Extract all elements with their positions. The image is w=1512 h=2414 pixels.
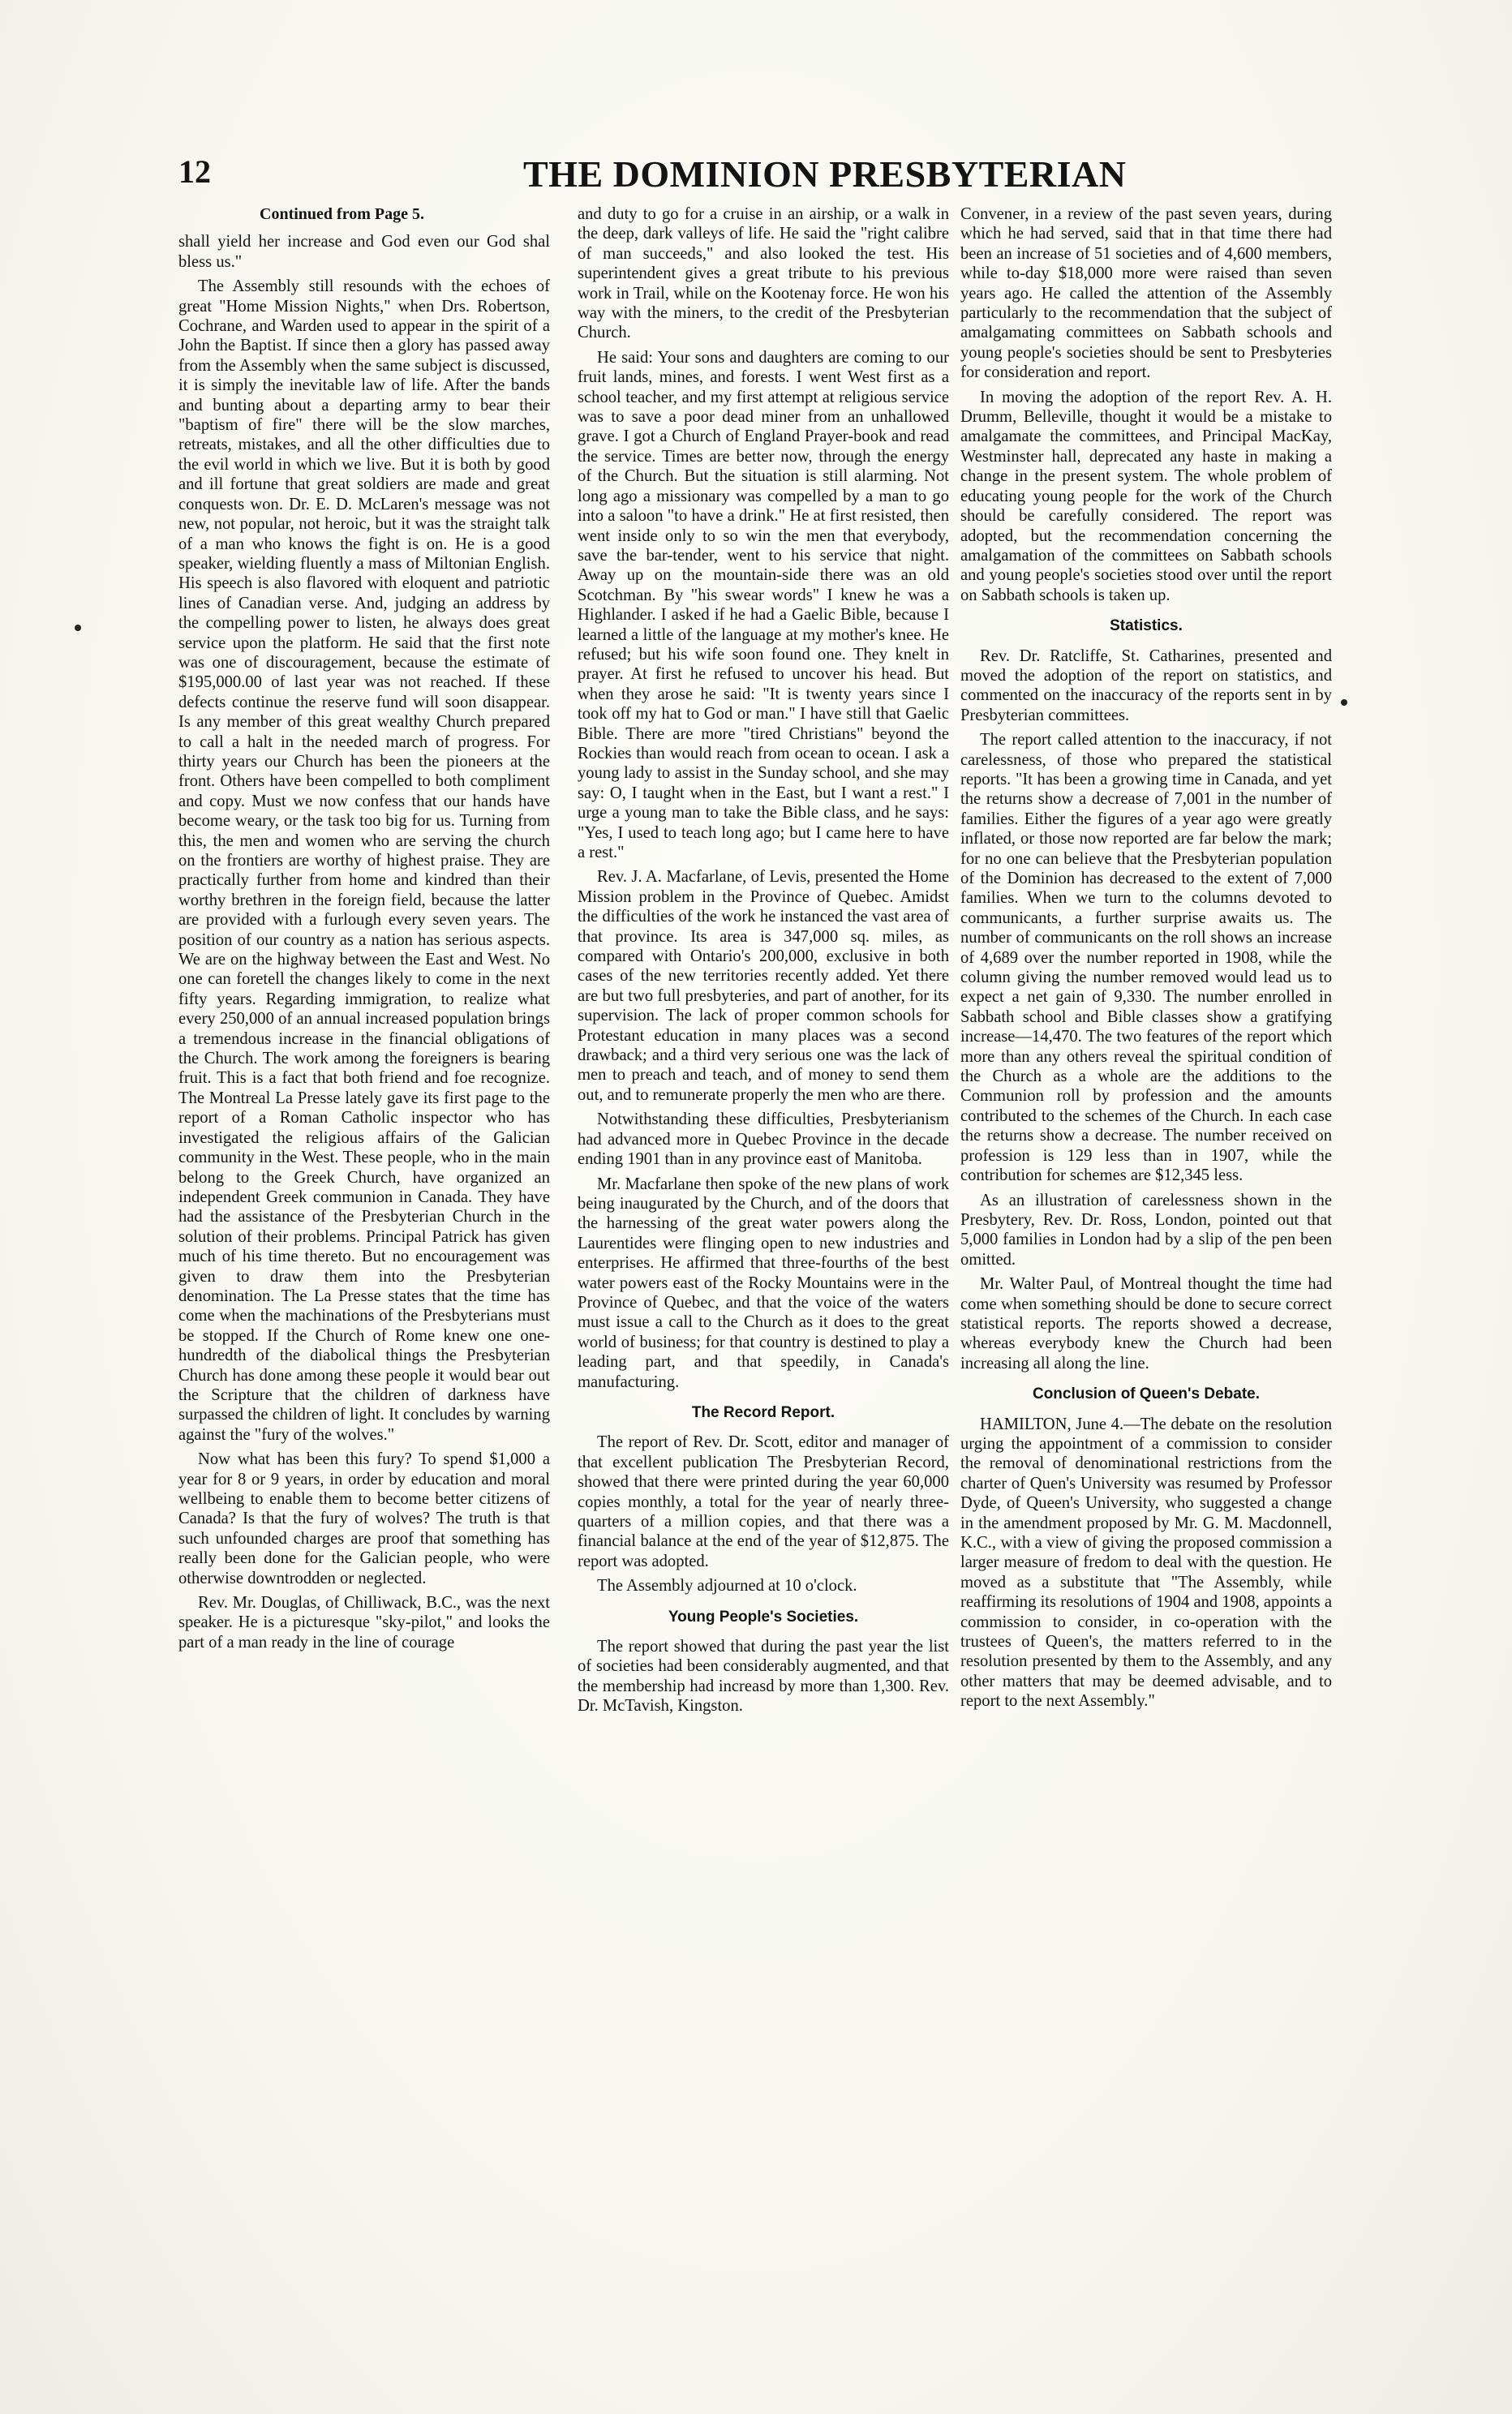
paragraph: Rev. Dr. Ratcliffe, St. Catharines, presented and moved the adoption of the report on statistics, and commented on the inaccuracy of the reports sent in by Presbyterian committees. — [960, 646, 1332, 724]
paragraph: Mr. Walter Paul, of Montreal thought the time had come when something should be done to secure correct statistical reports. The reports showed a decrease, whereas everybody knew the Church had been increasing all along the line. — [960, 1275, 1332, 1372]
paragraph: HAMILTON, June 4.—The debate on the resolution urging the appointment of a commission to consider the removal of denominational restrictions from the charter of Quen's University was resumed by Professor Dyde, of Queen's University, who suggested a change in the amendment proposed by Mr. G. M. Macdonnell, K.C., with a view of giving the proposed commission a larger measure of fredom to deal with the question. He moved as a substitute that "The Assembly, while reaffirming its resolutions of 1904 and 1908, appoints a commission to consider, in co-operation with the trustees of Queen's, the matters referred to in the resolution presented by them to the Assembly, and any other matters that may be deemed advisable, and to report to the next Assembly." — [960, 1415, 1332, 1711]
margin-speck — [75, 625, 81, 631]
article-columns — [178, 204, 1330, 2281]
paragraph: Rev. J. A. Macfarlane, of Levis, presented the Home Mission problem in the Province of Quebec. Amidst the difficulties of the work he instanced the vast area of that province. Its area is 347,000 sq. miles, as compared with Ontario's 200,000, exclusive in both cases of the new territories recently added. Yet there are but two full presbyteries, and part of another, for its supervision. The lack of proper common schools for Protestant education in many places was a second drawback; and a third very serious one was the lack of men to preach and teach, and of money to send them out, and to remunerate properly the men who are there. — [578, 868, 949, 1104]
page-header — [178, 152, 1330, 201]
journal-title: THE DOMINION PRESBYTERIAN — [523, 153, 1127, 195]
paragraph: The report showed that during the past year the list of societies had been considerably augmented, and that the membership had increasd by more than 1,300. Rev. Dr. McTavish, Kingston. — [578, 1638, 949, 1716]
margin-speck — [1341, 699, 1347, 706]
section-heading: Conclusion of Queen's Debate. — [1032, 1385, 1261, 1403]
page-number: 12 — [178, 153, 211, 190]
section-heading: Statistics. — [1110, 617, 1183, 635]
paragraph: Mr. Macfarlane then spoke of the new plans of work being inaugurated by the Church, and of the doors that the harnessing of the great water powers along the Laurentides were flinging open to new industries and enterprises. He affirmed that three-fourths of the best water powers east of the Rocky Mountains were in the Province of Quebec, and that the voice of the waters must issue a call to the Church as it does to the great world of business; for that country is destined to play a leading part, and that speedily, in Canada's manufacturing. — [578, 1175, 949, 1391]
paragraph: Notwithstanding these difficulties, Presbyterianism had advanced more in Quebec Province in the decade ending 1901 than in any province east of Manitoba. — [578, 1110, 949, 1169]
paragraph: In moving the adoption of the report Rev. A. H. Drumm, Belleville, thought it would be a mistake to amalgamate the committees, and Principal MacKay, Westminster hall, deprecated any haste in making a change in the present system. The whole problem of educating young people for the work of the Church should be carefully considered. The report was adopted, but the recommendation concerning the amalgamation of the committees on Sabbath schools and young people's societies stood over until the report on Sabbath schools is taken up. — [960, 388, 1332, 604]
paragraph: shall yield her increase and God even our God shal bless us." — [178, 233, 550, 271]
continued-from-note: Continued from Page 5. — [260, 205, 424, 223]
paragraph: Convener, in a review of the past seven years, during which he had served, said that in that time there had been an increase of 51 societies and of 4,600 members, while to-day $18,000 more were raised than seven years ago. He called the attention of the Assembly particularly to the recommendation that the subject of amalgamating committees on Sabbath schools and young people's societies should be sent to Presbyteries for consideration and report. — [960, 205, 1332, 382]
paragraph: Rev. Mr. Douglas, of Chilliwack, B.C., was the next speaker. He is a picturesque "sky-pilot," and looks the part of a man ready in the line of courage — [178, 1594, 550, 1652]
column-2 — [578, 204, 949, 2281]
section-heading: The Record Report. — [691, 1403, 835, 1421]
column-1 — [178, 204, 550, 2281]
paragraph: The report of Rev. Dr. Scott, editor and manager of that excellent publication The Presbyterian Record, showed that there were printed during the year 60,000 copies monthly, a total for the year of nearly three-quarters of a million copies, and that there was a financial balance at the end of the year of $12,875. The report was adopted. — [578, 1433, 949, 1570]
paragraph: The Assembly still resounds with the echoes of great "Home Mission Nights," when Drs. Robertson, Cochrane, and Warden used to appear in the spirit of a John the Baptist. If since then a glory has passed away from the Assembly when the same subject is discussed, it is simply the inevitable law of life. After the bands and bunting about a departing army to bear their "baptism of fire" there will be the slow marches, retreats, mistakes, and all the other difficulties due to the evil world in which we live. But it is both by good and ill fortune that great soldiers are made and great conquests won. Dr. E. D. McLaren's message was not new, not popular, not heroic, but it was the straight talk of a man who knows the fight is on. He is a good speaker, wielding fluently a mass of Miltonian English. His speech is also flavored with eloquent and patriotic lines of Canadian verse. And, judging an address by the compelling power to listen, he always does great service upon the platform. He said that the first note was one of discouragement, because the estimate of $195,000.00 of last year was not reached. If these defects continue the reserve fund will soon disappear. Is any member of this great wealthy Church prepared to call a halt in the needed march of progress. For thirty years our Church has been the pioneers at the front. Others have been compelled to both compliment and copy. Must we now confess that our hands have become weary, or the task too big for us. Turning from this, the men and women who are serving the church on the frontiers are worthy of highest praise. They are practically further from home and kindred than their worthy brethren in the foreign field, because the latter are provided with a furlough every seven years. The position of our country as a nation has serious aspects. We are on the highway between the East and West. No one can foretell the changes likely to come in the next fifty years. Regarding immigration, to realize what every 250,000 of an annual increased population brings a tremendous increase in the financial obligations of the Church. The work among the foreigners is bearing fruit. This is a fact that both friend and foe recognize. The Montreal La Presse lately gave its first page to the report of a Roman Catholic inspector who has investigated the religious affairs of the Galician community in the West. These people, who in the main belong to the Greek Church, have organized an independent Greek communion in Canada. They have had the assistance of the Presbyterian Church in the solution of their problems. Principal Patrick has given much of his time thereto. But no encouragement was given to draw them into the Presbyterian denomination. The La Presse states that the time has come when the machinations of the Presbyterians must be stopped. If the Church of Rome knew one one-hundredth of the diabolical things the Presbyterian Church has done among these people it would bear out the Scripture that the children of darkness have surpassed the children of light. It concludes by warning against the "fury of the wolves." — [178, 277, 550, 1444]
paragraph: The report called attention to the inaccuracy, if not carelessness, of those who prepared the statistical reports. "It has been a growing time in Canada, and yet the returns show a decrease of 7,001 in the number of families. Either the figures of a year ago were greatly inflated, or those now reported are far below the mark; for no one can believe that the Presbyterian population of the Dominion has decreased to the extent of 7,000 families. When we turn to the columns devoted to communicants, a further surprise awaits us. The number of communicants on the roll shows an increase of 4,689 over the number reported in 1908, while the column giving the number removed would lead us to expect a net gain of 9,330. The number enrolled in Sabbath school and Bible classes show a gratifying increase—14,470. The two features of the report which more than any others reveal the spiritual condition of the Church as a whole are the additions to the Communion roll by profession and the amounts contributed to the schemes of the Church. In each case the returns show a decrease. The number received on profession is 129 less than in 1907, while the contribution for schemes are $12,345 less. — [960, 731, 1332, 1185]
paragraph: Now what has been this fury? To spend $1,000 a year for 8 or 9 years, in order by education and moral wellbeing to enable them to become better citizens of Canada? Is that the fury of wolves? The truth is that such unfounded charges are proof that something has really been done for the Galician people, who were otherwise downtrodden or neglected. — [178, 1450, 550, 1587]
section-heading: Young People's Societies. — [668, 1608, 859, 1626]
paragraph: The Assembly adjourned at 10 o'clock. — [597, 1577, 857, 1596]
column-3 — [960, 204, 1332, 2281]
paragraph: As an illustration of carelessness shown in the Presbytery, Rev. Dr. Ross, London, pointed out that 5,000 families in London had by a slip of the pen been omitted. — [960, 1191, 1332, 1269]
paragraph: and duty to go for a cruise in an airship, or a walk in the deep, dark valleys of life. He said the "right calibre of man succeeds," and also looked the test. His superintendent gives a great tribute to his previous work in Trail, while on the Kootenay force. He won his way with the miners, to the credit of the Presbyterian Church. — [578, 205, 949, 342]
paragraph: He said: Your sons and daughters are coming to our fruit lands, mines, and forests. I went West first as a school teacher, and my first attempt at religious service was to save a poor dead miner from an unhallowed grave. I got a Church of England Prayer-book and read the service. Times are better now, through the energy of the Church. But the situation is still alarming. Not long ago a missionary was compelled by a man to go into a saloon "to have a drink." He at first resisted, then went inside only to so win the men that everybody, save the bar-tender, went to his service that night. Away up on the mountain-side there was an old Scotchman. By "his swear words" I knew he was a Highlander. I asked if he had a Gaelic Bible, because I learned a little of the language at my mother's knee. He refused; but his wife soon found one. They knelt in prayer. At first he refused to uncover his head. But when they arose he said: "It is twenty years since I took off my hat to God or man." I have still that Gaelic Bible. There are more "tired Christians" beyond the Rockies than would reach from ocean to ocean. I ask a young lady to assist in the Sunday school, and she may say: O, I taught when in the East, but I want a rest." I urge a young man to take the Bible class, and he says: "Yes, I used to teach long ago; but I came here to have a rest." — [578, 348, 949, 861]
